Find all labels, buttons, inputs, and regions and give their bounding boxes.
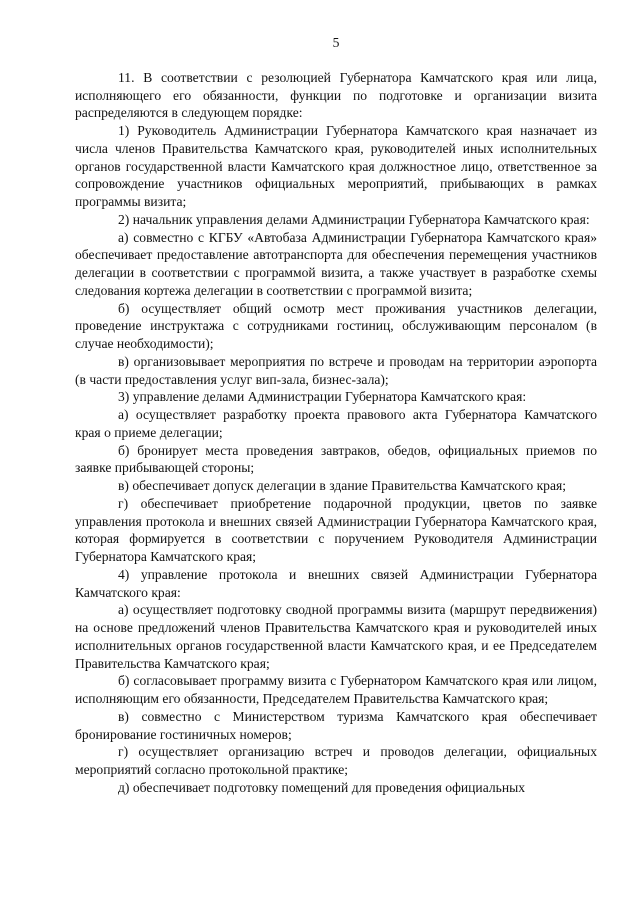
paragraph-item-4: 4) управление протокола и внешних связей Администрации Губернатора Камчатского края: xyxy=(75,566,597,600)
paragraph-item-4v: в) совместно с Министерством туризма Камчатского края обеспечивает бронирование гостиничных номеров; xyxy=(75,708,597,742)
paragraph-item-4b: б) согласовывает программу визита с Губернатором Камчатского края или лицом, исполняющим его обязанности, Председателем Правительства Камчатского края; xyxy=(75,673,597,706)
paragraph-item-2: 2) начальник управления делами Администрации Губернатора Камчатского края: xyxy=(118,211,590,227)
page-number: 5 xyxy=(332,35,340,50)
paragraph-clause-11: 11. В соответствии с резолюцией Губернатора Камчатского края или лица, исполняющего его обязанности, функции по подготовке и организации визита распределяются в следующем порядке: xyxy=(75,69,597,121)
paragraph-item-3: 3) управление делами Администрации Губернатора Камчатского края: xyxy=(118,389,527,405)
document-page xyxy=(75,34,597,797)
paragraph-item-3v: в) обеспечивает допуск делегации в здание Правительства Камчатского края; xyxy=(118,478,567,493)
paragraph-item-4d: д) обеспечивает подготовку помещений для проведения официальных xyxy=(118,779,526,795)
paragraph-item-4a: а) осуществляет подготовку сводной программы визита (маршрут передвижения) на основе предложений членов Правительства Камчатского края и руководителей иных исполнительных органов государственной власти Камчатского края, и ее Председателем Правительства Камчатского края; xyxy=(75,602,597,671)
paragraph-item-3g: г) обеспечивает приобретение подарочной продукции, цветов по заявке управления протокола и внешних связей Администрации Губернатора Камчатского края, которая формируется в соответствии с поручением Руководителя Администрации Губернатора Камчатского края; xyxy=(75,495,597,564)
paragraph-item-1: 1) Руководитель Администрации Губернатора Камчатского края назначает из числа членов Правительства Камчатского края, руководителей иных исполнительных органов государственной власти Камчатского края должностное лицо, ответственное за сопровождение участников официальных мероприятий, прибывающих в рамках программы визита; xyxy=(75,123,597,209)
paragraph-item-3b: б) бронирует места проведения завтраков, обедов, официальных приемов по заявке прибывающей стороны; xyxy=(75,442,597,476)
paragraph-item-2a: а) совместно с КГБУ «Автобаза Администрации Губернатора Камчатского края» обеспечивает предоставление автотранспорта для обеспечения перемещения участников делегации в соответствии с программой визита, а также участвует в разработке схемы следования кортежа делегации в соответствии с программой визита; xyxy=(75,229,597,298)
paragraph-item-3a: а) осуществляет разработку проекта правового акта Губернатора Камчатского края о приеме делегации; xyxy=(75,407,597,440)
paragraph-item-4g: г) осуществляет организацию встреч и проводов делегации, официальных мероприятий согласно протокольной практике; xyxy=(75,744,597,777)
paragraph-item-2b: б) осуществляет общий осмотр мест проживания участников делегации, проведение инструктажа с сотрудниками гостиниц, обслуживающим персоналом (в случае необходимости); xyxy=(75,300,597,351)
paragraph-item-2v: в) организовывает мероприятия по встрече и проводам на территории аэропорта (в части предоставления услуг вип-зала, бизнес-зала); xyxy=(75,353,597,387)
